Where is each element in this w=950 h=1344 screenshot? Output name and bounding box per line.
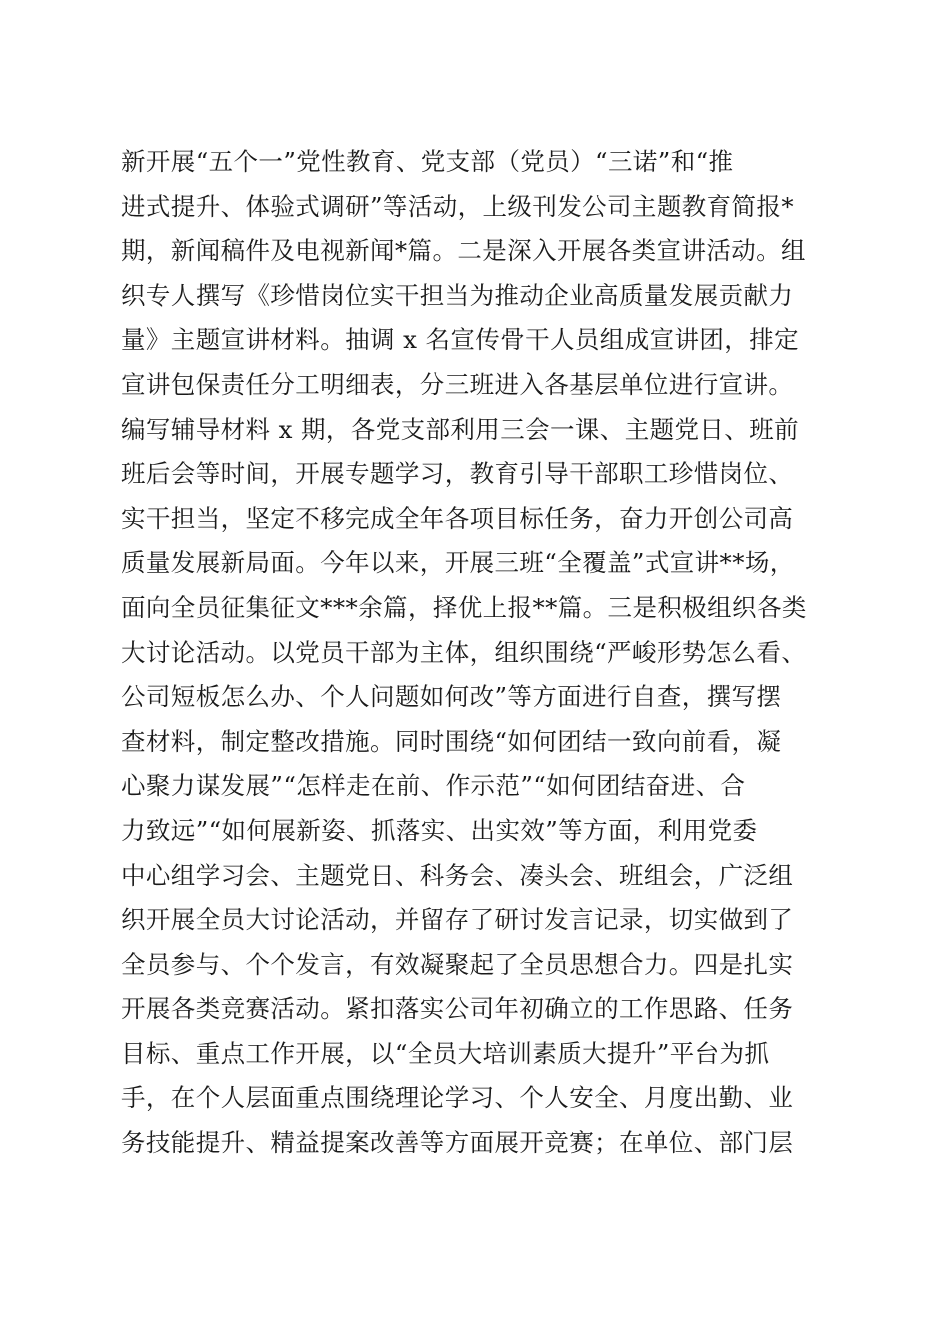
text-line: 质量发展新局面。今年以来，开展三班“全覆盖”式宣讲**场， [121,548,795,578]
text-line: 大讨论活动。以党员干部为主体，组织围绕“严峻形势怎么看、 [121,637,807,667]
text-line: 目标、重点工作开展，以“全员大培训素质大提升”平台为抓 [121,1038,770,1068]
text-line: 全员参与、个个发言，有效凝聚起了全员思想合力。四是扎实 [121,949,794,979]
body-paragraph [121,140,831,1166]
text-line: 务技能提升、精益提案改善等方面展开竞赛；在单位、部门层 [121,1128,794,1158]
text-line: 期，新闻稿件及电视新闻*篇。二是深入开展各类宣讲活动。组 [121,236,806,266]
text-line: 宣讲包保责任分工明细表，分三班进入各基层单位进行宣讲。 [121,369,794,399]
text-line: 心聚力谋发展”“怎样走在前、作示范”“如何团结奋进、合 [121,771,746,801]
text-line: 量》主题宣讲材料。抽调 x 名宣传骨干人员组成宣讲团，排定 [121,325,799,355]
text-line: 班后会等时间，开展专题学习，教育引导干部职工珍惜岗位、 [121,459,794,489]
text-line: 面向全员征集征文***余篇，择优上报**篇。三是积极组织各类 [121,592,807,622]
text-line: 中心组学习会、主题党日、科务会、凑头会、班组会，广泛组 [121,860,794,890]
text-line: 力致远”“如何展新姿、抓落实、出实效”等方面，利用党委 [121,815,758,845]
text-line: 新开展“五个一”党性教育、党支部（党员）“三诺”和“推 [121,147,734,176]
text-line: 查材料，制定整改措施。同时围绕“如何团结一致向前看，凝 [121,726,782,756]
text-line: 织开展全员大讨论活动，并留存了研讨发言记录，切实做到了 [121,905,794,935]
text-line: 进式提升、体验式调研”等活动，上级刊发公司主题教育简报* [121,191,794,221]
text-line: 编写辅导材料 x 期，各党支部利用三会一课、主题党日、班前 [121,414,799,444]
text-line: 开展各类竞赛活动。紧扣落实公司年初确立的工作思路、任务 [121,994,794,1024]
text-line: 实干担当，坚定不移完成全年各项目标任务，奋力开创公司高 [121,503,794,533]
text-line: 公司短板怎么办、个人问题如何改”等方面进行自查，撰写摆 [121,682,782,712]
text-line: 手，在个人层面重点围绕理论学习、个人安全、月度出勤、业 [121,1083,794,1113]
text-line: 织专人撰写《珍惜岗位实干担当为推动企业高质量发展贡献力 [121,280,794,310]
